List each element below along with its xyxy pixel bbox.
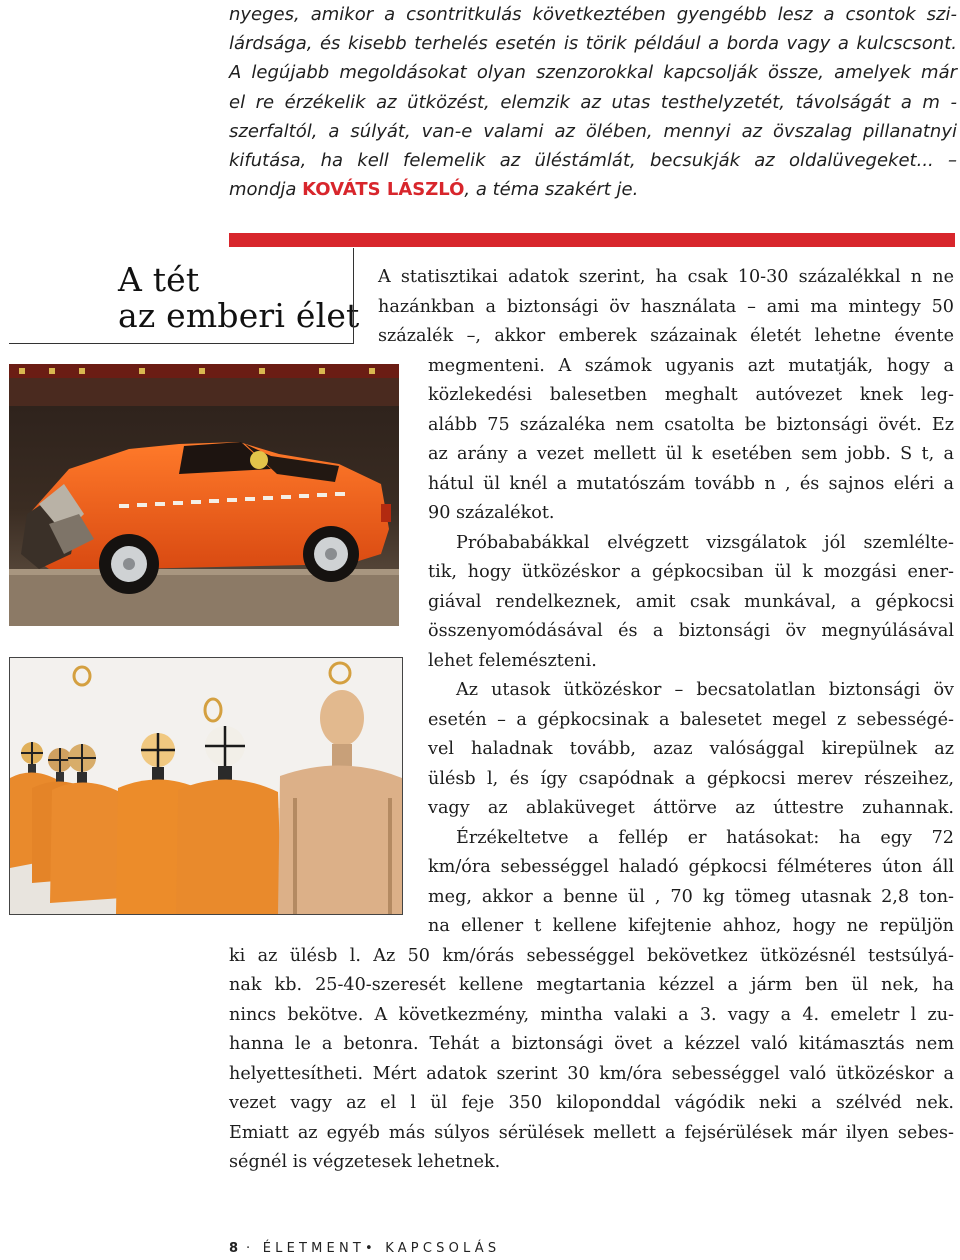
body-line: ki az ülésb l. Az 50 km/órás sebességgel bekövetkez ütközésnél testsúlyá- [229,945,954,966]
title-rule-vertical [353,248,354,344]
body-line: meg, akkor a benne ül , 70 kg tömeg utasnak 2,8 ton- [428,886,954,907]
crash-dummies-photo [9,657,403,915]
body-line: giával rendelkeznek, amit csak munkával, a gépkocsi [428,591,954,612]
body-line: alább 75 százaléka nem csatolta be biztonsági övét. Ez [428,414,954,435]
body-line: lehet felemészteni. [428,650,597,671]
intro-line: el re érzékelik az ütközést, elemzik az utas testhelyzetét, távolságát a m - [229,91,957,113]
body-line: 90 százalékot. [428,503,555,523]
body-line: Érzékeltetve a fellép er hatásokat: ha egy 72 [456,827,954,848]
crash-test-car-illustration [9,364,399,626]
body-line: ségnél is végzetesek lehetnek. [229,1152,501,1172]
body-line: Próbababákkal elvégzett vizsgálatok jól szemlélte- [456,532,954,553]
intro-line: nyeges, amikor a csontritkulás következtében gyengébb lesz a csontok szi- [229,4,957,25]
body-line: százalék –, akkor emberek százainak életét lehetne évente [378,326,954,346]
page-number: 8 [229,1241,239,1256]
body-line: km/óra sebességgel haladó gépkocsi félméteres úton áll [428,857,954,877]
section-title [118,262,360,334]
intro-line: kifutása, ha kell felemelik az üléstámlát, becsukják az oldalüvegeket... – [229,149,957,171]
crash-test-photo [9,364,399,626]
section-title-line: A tét [118,260,200,299]
section-divider-bar [229,233,955,247]
body-line: összenyomódásával és a biztonsági öv megnyúlásával [428,621,954,641]
body-line: hanna le a betonra. Tehát a biztonsági övet a kézzel való kitámasztás nem [229,1034,954,1054]
body-line: megmenteni. A számok ugyanis azt mutatják, hogy a [428,355,954,376]
body-line: esetén – a gépkocsinak a balesetet megel z sebességé- [428,709,954,730]
dummy-head-icon [250,451,268,469]
body-line: helyettesítheti. Mért adatok szerint 30 km/óra sebességgel való ütközéskor a [229,1063,954,1084]
body-line: A statisztikai adatok szerint, ha csak 10-30 százalékkal n ne [378,267,954,287]
section-title-line: az emberi élet [118,296,360,335]
body-line: nak kb. 25-40-szeresét kellene megtartania kézzel a járm ben ül nek, ha [229,975,954,995]
intro-paragraph [229,0,957,204]
intro-line-attribution [229,175,957,204]
body-line: közlekedési balesetben meghalt autóvezet knek leg- [428,385,954,405]
body-line: vagy az ablaküveget áttörve az úttestre zuhannak. [428,798,954,818]
intro-line: A legújabb megoldásokat olyan szenzorokkal kapcsolják össze, amelyek már [229,62,957,84]
body-line: na ellener t kellene kifejtenie ahhoz, hogy ne repüljön [428,916,954,936]
body-line: nincs bekötve. A következmény, mintha valaki a 3. vagy a 4. emeletr l zu- [229,1004,954,1025]
intro-line: szerfaltól, a súlyát, van-e valami az ölében, mennyi az övszalag pillanatnyi [229,120,957,142]
title-rule [9,343,354,344]
crash-dummies-illustration [10,658,402,914]
intro-line: lárdsága, és kisebb terhelés esetén is törik például a borda vagy a kulcscsont. [229,33,957,55]
body-line: az arány a vezet mellett ül k esetében sem jobb. S t, a [428,444,954,464]
expert-name: KOVÁTS LÁSZLÓ [302,179,465,201]
body-line: vel haladnak tovább, azaz valósággal kirepülnek az [428,739,954,759]
attribution-prefix: mondja [229,179,303,201]
body-line: ülésb l, és így csapódnak a gépkocsi merev részeihez, [428,768,954,789]
body-line: hazánkban a biztonsági öv használata – ami ma mintegy 50 [378,296,954,317]
attribution-suffix: , a téma szakért je. [464,179,639,201]
page-footer [229,1241,500,1256]
magazine-name: · ÉLETMENT• KAPCSOLÁS [246,1241,501,1256]
body-line: tik, hogy ütközéskor a gépkocsiban ül k mozgási ener- [428,562,954,582]
body-line: Az utasok ütközéskor – becsatolatlan biztonsági öv [456,680,954,700]
body-line: Emiatt az egyéb más súlyos sérülések mellett a fejsérülések már ilyen sebes- [229,1122,954,1143]
body-line: hátul ül knél a mutatószám tovább n , és sajnos eléri a [428,473,954,494]
body-line: vezet vagy az el l ül feje 350 kiloponddal vágódik neki a szélvéd nek. [229,1093,954,1113]
